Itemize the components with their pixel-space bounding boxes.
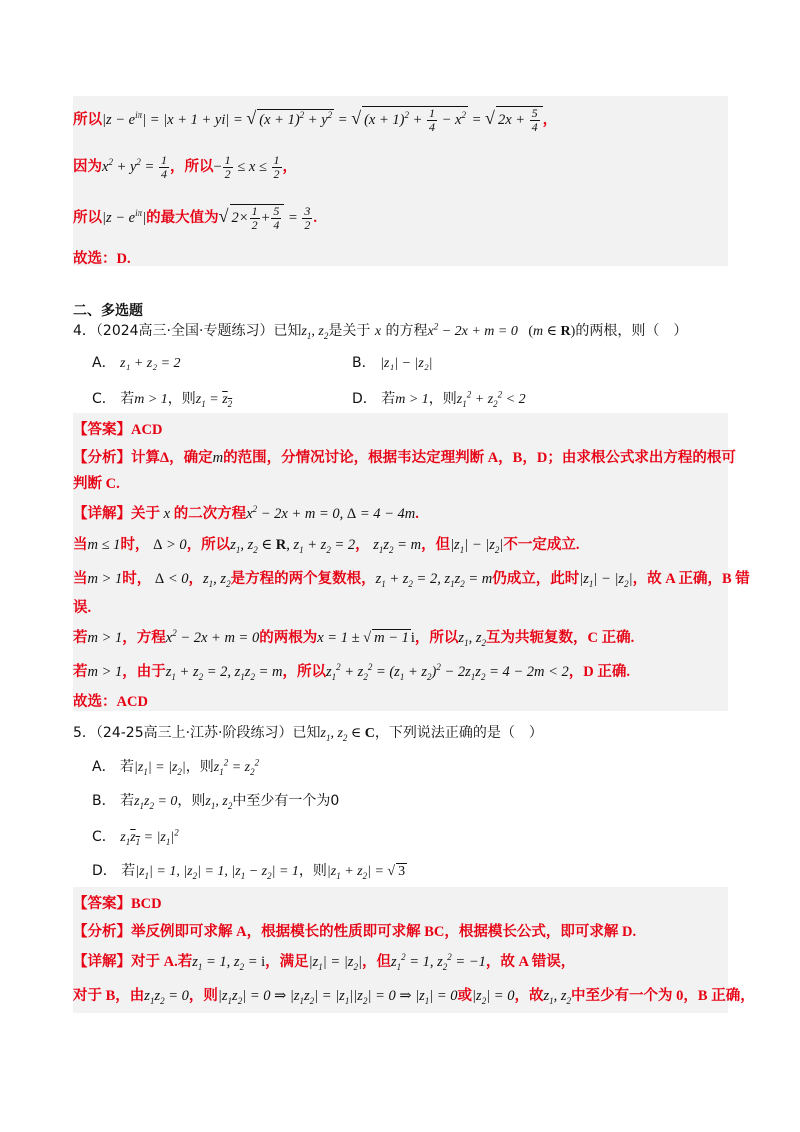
- solution-line-modulus: 所以$|z - e^{i\pi}| = |x + 1 + yi|$ = √ $(x + 1)^2 + y^2$ = √ $(x + 1)^2$ + $\frac{1}{4}$ − $x^2$ = √ 2x + $\frac{5}{4}$ ，: [73, 106, 558, 134]
- question-5-option-b[interactable]: B． 若$z_1z_2 = 0$，则$z_1$, $z_2$中至少有一个为0: [92, 793, 340, 811]
- question-4-option-b[interactable]: B． |z₁| − |z₂|: [352, 355, 433, 371]
- question-4-detail: 【详解】关于 x 的二次方程$x^2 - 2x + m = 0$, Δ = 4 − 4m.: [73, 504, 419, 522]
- question-4-analysis-cont: 判断 C.: [73, 476, 120, 492]
- solution-line-maximum: 所以$|z - e^{i\pi}|$的最大值为√ 2× $\frac{1}{2}$ + $\frac{5}{4}$ = $\frac{3}{2}$ .: [73, 204, 318, 232]
- math-expression: $|z - e^{i\pi}|$: [102, 208, 147, 226]
- solution-line-range: 因为$x^2 + y^2$ = $\frac{1}{4}$ ，所以− $\frac{1}{2}$ ≤ x ≤ $\frac{1}{2}$ ，: [73, 153, 298, 181]
- question-4-final-choice: 故选：ACD: [73, 694, 148, 710]
- question-5-option-d[interactable]: D． 若$|z_1| = 1$, $|z_2| = 1$, $|z_1 - z_2| = 1$，则$|z_1 + z_2|$ = √ 3: [92, 863, 406, 881]
- question-4-stem: 4．（2024高三·全国·专题练习）已知$z_1$, $z_2$是关于 x 的方程$x^2 - 2x + m = 0$ (m ∈ R)的两根，则（ ）: [73, 321, 688, 341]
- question-4-option-a[interactable]: A． z₁ + z₂ = 2: [92, 355, 181, 371]
- question-4-case-2-cont: 误.: [73, 600, 92, 616]
- question-4-option-d-proof: 若m > 1，由于$z_1 + z_2 = 2$, $z_1z_2 = m$，所以$z_1^2 + z_2^2 = (z_1 + z_2)^2 - 2z_1z_2 = 4 - 2m < 2$，D 正确.: [73, 662, 631, 682]
- question-4-option-c-proof: 若m > 1，方程$x^2 - 2x + m = 0$的两根为x = 1 ± √ m − 1 i，所以$z_1$, $z_2$互为共轭复数，C 正确.: [73, 628, 635, 648]
- question-4-analysis: 【分析】计算Δ，确定m的范围，分情况讨论，根据韦达定理判断 A，B，D；由求根公式求出方程的根可: [73, 450, 736, 466]
- section-heading: 二、多选题: [73, 303, 143, 319]
- question-5-detail: 【详解】对于 A.若$z_1 = 1$, $z_2 = i$，满足$|z_1| = |z_2|$，但$z_1^2 = 1$, $z_2^2 = -1$，故 A 错误，: [73, 952, 576, 972]
- question-5-option-a[interactable]: A． 若$|z_1| = |z_2|$，则$z_1^2 = z_2^2$: [92, 757, 260, 777]
- math-expression: √ 2× $\frac{1}{2}$ + $\frac{5}{4}$ = $\frac{3}{2}$: [218, 204, 311, 232]
- math-expression: $|z - e^{i\pi}| = |x + 1 + yi|$ = √ $(x + 1)^2 + y^2$ = √ $(x + 1)^2$ + $\frac{1}{4}$ − $x^2$ = √ 2x + $\frac{5}{4}$: [102, 112, 543, 128]
- math-expression: $x^2 + y^2$ = $\frac{1}{4}$: [102, 153, 167, 181]
- question-4-option-d[interactable]: D． 若m > 1，则$z_1^2 + z_2^2 < 2$: [352, 389, 526, 409]
- question-5-stem: 5．（24-25高三上·江苏·阶段练习）已知$z_1$, $z_2$ ∈ C，下列说法正确的是（ ）: [73, 725, 543, 743]
- question-5-option-c[interactable]: C． $z_1z_1 = |z_1|^2$: [92, 827, 179, 847]
- solution-final-choice: 故选：D.: [73, 251, 131, 267]
- question-5-answer: 【答案】BCD: [73, 896, 162, 912]
- question-5-analysis: 【分析】举反例即可求解 A，根据模长的性质即可求解 BC，根据模长公式，即可求解 D.: [73, 924, 637, 940]
- question-4-option-c[interactable]: C． 若m > 1，则$z_1 = z_2$: [92, 391, 233, 409]
- question-5-option-b-proof: 对于 B，由$z_1z_2 = 0$，则$|z_1z_2| = 0$ ⇒ $|z_1z_2| = |z_1||z_2| = 0$ ⇒ $|z_1| = 0$或$|z_2| = 0$，故$z_1$, $z_2$中至少有一个为 0，B 正确，: [73, 988, 755, 1006]
- question-4-case-1: 当m ≤ 1时， Δ > 0，所以$z_1$, $z_2$ ∈ R, $z_1 + z_2 = 2$， $z_1z_2 = m$，但$|z_1| - |z_2|$不一定成立.: [73, 537, 580, 555]
- math-expression: − $\frac{1}{2}$ ≤ x ≤ $\frac{1}{2}$: [213, 153, 280, 181]
- question-4-answer: 【答案】ACD: [73, 422, 163, 438]
- question-4-case-2: 当m > 1时， Δ < 0，$z_1$, $z_2$是方程的两个复数根，$z_1 + z_2 = 2$, $z_1z_2 = m$仍成立，此时$|z_1| - |z_2|$，故 A 正确，B 错: [73, 571, 750, 589]
